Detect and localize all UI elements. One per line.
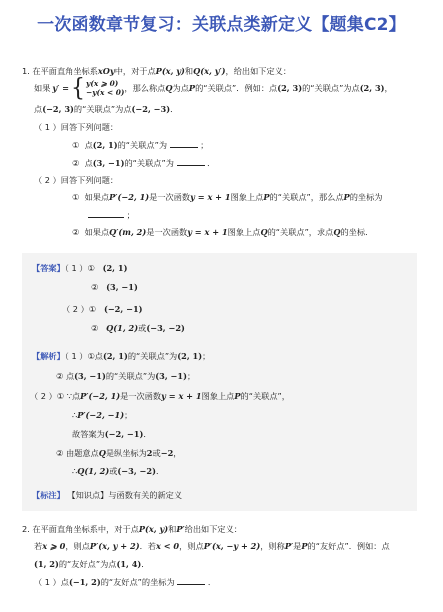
text: 或 bbox=[138, 323, 147, 333]
math: Q bbox=[260, 227, 268, 237]
text: 如果点 bbox=[84, 227, 110, 237]
math: P(x, y) bbox=[138, 524, 169, 534]
q1-part1a bbox=[72, 139, 208, 151]
math: (−1, 2) bbox=[68, 577, 101, 587]
text: ，给出如下定义： bbox=[225, 66, 292, 76]
text: 点 bbox=[84, 140, 93, 150]
math: P′(x, −y + 2) bbox=[203, 541, 261, 551]
text: ； bbox=[126, 210, 135, 220]
text: 的“关联点”为点 bbox=[73, 104, 132, 114]
text: （ 2 ）① ∵点 bbox=[30, 391, 81, 401]
math: y = x + 1 bbox=[190, 192, 231, 202]
text: 1. 在平面直角坐标系 bbox=[22, 66, 98, 76]
math: (1, 2) bbox=[34, 559, 59, 569]
text: 的坐标为 bbox=[349, 192, 383, 202]
text: 是 bbox=[293, 541, 302, 551]
text: 点 bbox=[84, 158, 93, 168]
text: 的“关联点”．例如：点 bbox=[195, 83, 278, 94]
text: 的“关联点”为 bbox=[124, 158, 174, 168]
math: Q bbox=[333, 227, 341, 237]
q1-part2b bbox=[72, 227, 373, 238]
analysis-line-6 bbox=[56, 448, 181, 459]
text: 的“关联点”为 bbox=[117, 140, 168, 150]
note-line bbox=[32, 490, 182, 501]
math: P(x, y) bbox=[155, 66, 185, 76]
q1-part1-label: （ 1 ）回答下列问题： bbox=[34, 122, 119, 132]
math: (2, 1) bbox=[102, 351, 128, 361]
text: ． bbox=[143, 429, 152, 439]
text: ② bbox=[91, 323, 99, 333]
text: ． bbox=[141, 559, 150, 569]
text: 的“关联点”， bbox=[240, 391, 290, 401]
math: (2, 1) bbox=[177, 351, 203, 361]
math: Q bbox=[165, 83, 173, 94]
text: ，则称 bbox=[260, 541, 285, 551]
circled-number: ① bbox=[72, 192, 80, 202]
q1-part2a-blank-line bbox=[88, 209, 135, 221]
analysis-line-3 bbox=[30, 391, 290, 402]
page-title: 一次函数章节复习：关联点类新定义【题集C2】 bbox=[37, 15, 406, 35]
math: (2, 1) bbox=[92, 140, 118, 150]
analysis-line-7 bbox=[72, 466, 164, 477]
analysis-tag: 【解析】 bbox=[32, 351, 65, 361]
math: Q(1, 2) bbox=[77, 466, 110, 476]
answer-line-4 bbox=[91, 323, 185, 334]
math: (−2, −1) bbox=[103, 304, 143, 314]
circled-number: ② bbox=[72, 158, 80, 168]
math: x ⩾ 0 bbox=[42, 541, 66, 551]
text: ② 点 bbox=[56, 371, 75, 381]
math: P′(x, y + 2) bbox=[89, 541, 140, 551]
math: (−2, −1) bbox=[104, 429, 144, 439]
text: ； bbox=[200, 140, 209, 150]
text: ② bbox=[91, 282, 99, 292]
answer-blank[interactable] bbox=[177, 576, 205, 585]
math: y = x + 1 bbox=[187, 227, 228, 237]
text: ，则点 bbox=[179, 541, 204, 551]
math: (2, 1) bbox=[102, 263, 128, 273]
text: 是纵坐标为 bbox=[105, 448, 147, 458]
text: ， bbox=[173, 448, 182, 458]
brace-glyph: { bbox=[71, 74, 86, 103]
text: 的“友好点”．例如：点 bbox=[307, 541, 390, 551]
answer-line-3 bbox=[62, 304, 143, 315]
text: 中，对于点 bbox=[114, 66, 156, 76]
text: 点 bbox=[34, 104, 43, 114]
q2-example bbox=[34, 559, 150, 570]
q2-intro bbox=[22, 524, 242, 535]
answer-line-2 bbox=[91, 282, 138, 293]
text: ； bbox=[186, 371, 196, 381]
q1-intro bbox=[22, 66, 291, 77]
text: ； bbox=[202, 351, 211, 361]
q1-definition bbox=[34, 74, 393, 103]
text: 如果 bbox=[34, 83, 51, 94]
math: P bbox=[263, 192, 270, 202]
text: 给出如下定义： bbox=[184, 524, 242, 534]
note-tag: 【标注】 bbox=[32, 490, 65, 500]
math: 2 bbox=[146, 448, 153, 458]
math: P′(−2, 1) bbox=[80, 391, 121, 401]
text: ， bbox=[384, 83, 393, 94]
answer-tag: 【答案】 bbox=[32, 263, 65, 273]
math: Q′(m, 2) bbox=[109, 227, 147, 237]
case-2: −y(x < 0) bbox=[86, 88, 125, 97]
text: 如果点 bbox=[84, 192, 110, 202]
text: 的“关联点”为点 bbox=[302, 83, 360, 94]
text: 的坐标． bbox=[340, 227, 374, 237]
text: （ 2 ）① bbox=[62, 304, 97, 314]
analysis-line-2 bbox=[56, 371, 195, 382]
answer-blank[interactable] bbox=[170, 139, 198, 148]
math: (3, −1) bbox=[155, 371, 187, 381]
math: y′ = bbox=[52, 83, 70, 94]
q2-definition bbox=[34, 541, 390, 552]
q1-part2a bbox=[72, 192, 382, 203]
piecewise-function bbox=[71, 74, 125, 103]
answer-blank[interactable] bbox=[88, 209, 124, 218]
text: 和 bbox=[168, 524, 177, 534]
text: 或 bbox=[152, 448, 161, 458]
math: (2, 3) bbox=[277, 83, 303, 94]
math: P bbox=[343, 192, 350, 202]
answer-blank[interactable] bbox=[177, 157, 205, 166]
math: (−3, −2) bbox=[146, 323, 185, 333]
math: (−2, −3) bbox=[131, 104, 171, 114]
math: (3, −1) bbox=[92, 158, 125, 168]
text: ； bbox=[124, 410, 133, 420]
q2-part1 bbox=[34, 576, 216, 588]
text: 是一次函数 bbox=[120, 391, 162, 401]
text: 或 bbox=[109, 466, 118, 476]
text: 故答案为 bbox=[72, 429, 105, 439]
circled-number: ② bbox=[72, 227, 80, 237]
circled-number: ① bbox=[72, 140, 80, 150]
text: 的“关联点”，那么点 bbox=[269, 192, 344, 202]
math: P bbox=[234, 391, 241, 401]
text: 为点 bbox=[172, 83, 189, 94]
math: (3, −1) bbox=[74, 371, 106, 381]
text: ∴ bbox=[72, 410, 78, 420]
math: P′(−2, 1) bbox=[109, 192, 150, 202]
text: ．若 bbox=[139, 541, 156, 551]
analysis-line-1 bbox=[32, 351, 210, 362]
math: Q(1, 2) bbox=[106, 323, 139, 333]
math: P bbox=[188, 83, 196, 94]
text: 的“关联点”为 bbox=[127, 351, 178, 361]
text: 的“友好点”的坐标为 bbox=[100, 577, 175, 587]
text: （ 1 ）①点 bbox=[64, 351, 103, 361]
text: （ 1 ）① bbox=[64, 263, 95, 273]
math: y = x + 1 bbox=[161, 391, 202, 401]
text: ． bbox=[170, 104, 179, 114]
math: (−3, −2) bbox=[117, 466, 156, 476]
text: 图象上点 bbox=[227, 227, 261, 237]
math: −2 bbox=[160, 448, 174, 458]
text: 2. 在平面直角坐标系中，对于点 bbox=[22, 524, 139, 534]
math: (2, 3) bbox=[359, 83, 385, 94]
math: xOy bbox=[97, 66, 115, 76]
math: (3, −1) bbox=[106, 282, 138, 292]
q1-part2-label: （ 2 ）回答下列问题： bbox=[34, 175, 119, 185]
math: Q bbox=[98, 448, 106, 458]
math: P′ bbox=[176, 524, 185, 534]
math: Q(x, y′) bbox=[193, 66, 226, 76]
analysis-line-5 bbox=[72, 429, 152, 440]
text: （ 1 ）点 bbox=[34, 577, 69, 587]
math: P′ bbox=[284, 541, 294, 551]
text: ∴ bbox=[72, 466, 78, 476]
analysis-line-4 bbox=[72, 410, 132, 421]
case-1: y(x ⩾ 0) bbox=[86, 79, 119, 89]
text: 的“友好点”为点 bbox=[58, 559, 117, 569]
q1-part1b bbox=[72, 157, 215, 169]
text: ． bbox=[207, 577, 217, 587]
note-text: 【知识点】与函数有关的新定义 bbox=[67, 490, 183, 500]
text: 的“关联点”，求点 bbox=[267, 227, 334, 237]
text: ，那么称点 bbox=[124, 83, 166, 94]
answer-line-1 bbox=[32, 263, 127, 274]
math: x < 0 bbox=[155, 541, 180, 551]
text: 和 bbox=[184, 66, 194, 76]
math: (−2, 3) bbox=[42, 104, 74, 114]
text: ，则点 bbox=[65, 541, 90, 551]
text: 若 bbox=[34, 541, 43, 551]
text: 的“关联点”为 bbox=[105, 371, 156, 381]
text: ② 由题意点 bbox=[56, 448, 99, 458]
cases bbox=[86, 80, 124, 97]
text: 图象上点 bbox=[230, 192, 264, 202]
text: 是一次函数 bbox=[149, 192, 191, 202]
math: P′(−2, −1) bbox=[77, 410, 125, 420]
q1-example bbox=[34, 104, 178, 115]
text: 是一次函数 bbox=[146, 227, 188, 237]
text: ． bbox=[207, 158, 216, 168]
text: ． bbox=[155, 466, 165, 476]
math: P bbox=[301, 541, 308, 551]
text: 图象上点 bbox=[201, 391, 235, 401]
math: (1, 4) bbox=[116, 559, 142, 569]
